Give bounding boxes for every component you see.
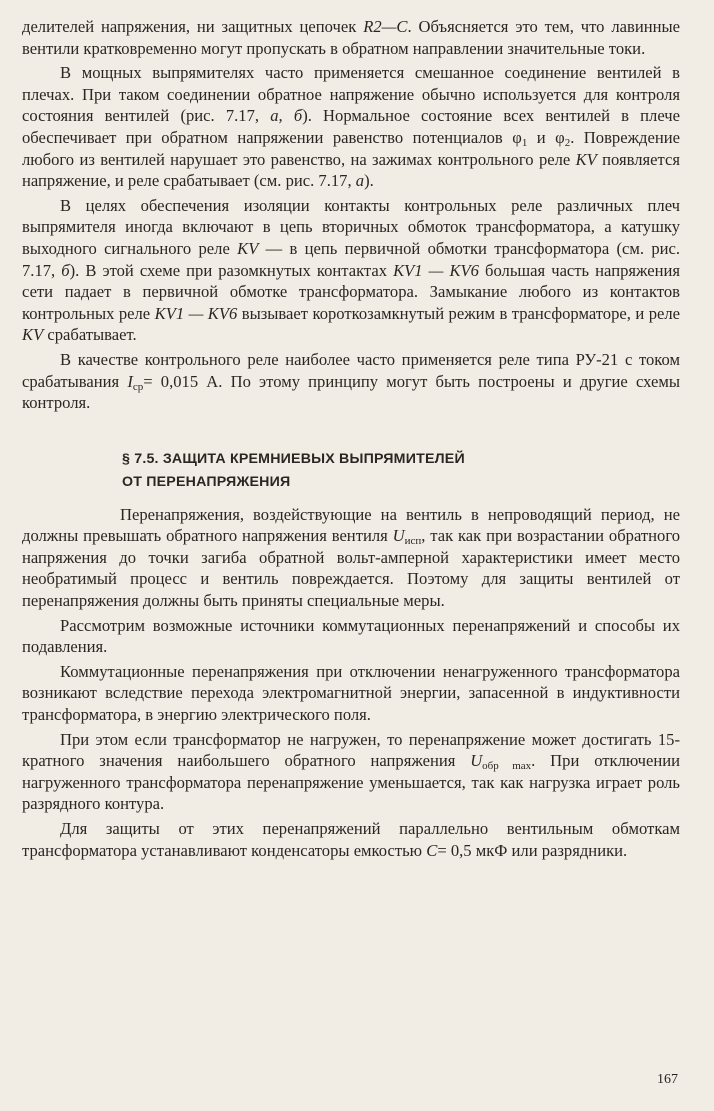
text-run: = 0,5 мкФ или разрядники.	[437, 840, 628, 860]
text-run: — в цепь первичной обмотки трансформатора (см. рис. 7.17,	[22, 238, 681, 280]
section-heading-line-2: ОТ ПЕРЕНАПРЯЖЕНИЯ	[122, 473, 291, 490]
relay-label: KV1 — KV6	[393, 260, 479, 280]
text-run: . При отключении нагруженного трансформатора перенапряжение уменьшается, так как нагрузка играет роль разрядного контура.	[22, 751, 680, 814]
subscript: исп	[404, 535, 422, 548]
paragraph-4	[22, 349, 680, 414]
section-paragraph-5	[22, 818, 680, 861]
relay-label: KV	[237, 238, 259, 258]
section-paragraph-2: Рассмотрим возможные источники коммутационных перенапряжений и способы их подавления.	[22, 615, 680, 657]
text-run: , так как при возрастании обратного напряжения до точки загиба обратной вольт-амперной характеристики имеет место необратимый процесс и вентиль повреждается. Поэтому для защиты вентилей от перенапряжения должны быть приняты специальные меры.	[22, 526, 681, 611]
text-run: ).	[364, 171, 374, 191]
text-run: ). В этой схеме при разомкнутых контактах	[69, 260, 394, 280]
subscript: 1	[521, 136, 528, 149]
paragraph-3	[22, 195, 680, 346]
section-paragraph-4	[22, 729, 680, 815]
text-run: В качестве контрольного реле наиболее часто применяется реле типа РУ-21 с током срабатывания	[22, 349, 680, 391]
relay-label: KV	[22, 325, 44, 345]
text-run: Перенапряжения, воздействующие на вентиль в непроводящий период, не должны превышать обратного напряжения вентиля	[22, 504, 680, 546]
subscript: 2	[564, 136, 571, 149]
figure-ref: а	[355, 171, 365, 191]
text-run: При этом если трансформатор не нагружен, то перенапряжение может достигать 15-кратного значения наибольшего обратного напряжения	[22, 729, 680, 771]
text-run: срабатывает.	[43, 325, 137, 345]
page-number: 167	[657, 1072, 678, 1087]
section-heading-line-1: § 7.5. ЗАЩИТА КРЕМНИЕВЫХ ВЫПРЯМИТЕЛЕЙ	[122, 450, 465, 467]
subscript: обр max	[482, 760, 532, 773]
text-run: появляется напряжение, и реле срабатывает (см. рис. 7.17,	[22, 149, 680, 191]
relay-label: KV	[575, 149, 597, 169]
voltage-symbol: U	[392, 526, 405, 546]
text-run: и φ	[527, 127, 565, 147]
section-paragraph-1	[22, 504, 680, 612]
text-run: . Повреждение любого из вентилей нарушает это равенство, на зажимах контрольного реле	[22, 127, 680, 169]
figure-ref: а, б	[270, 106, 303, 126]
circuit-label: R2—C	[363, 17, 408, 36]
subscript: ср	[132, 380, 144, 393]
section-paragraph-3: Коммутационные перенапряжения при отключении ненагруженного трансформатора возникают вследствие перехода электромагнитной энергии, запасенной в индуктивности трансформатора, в энергию электрического поля.	[22, 661, 680, 725]
current-symbol: I	[127, 371, 133, 391]
text-run: = 0,015 А. По этому принципу могут быть построены и другие схемы контроля.	[22, 371, 680, 413]
relay-label: KV1 — KV6	[154, 303, 238, 323]
text-run: В мощных выпрямителях часто применяется смешанное соединение вентилей в плечах. При таком соединении обратное напряжение обычно используется для контроля состояния вентилей (рис. 7.17,	[22, 63, 680, 126]
text-run: . Объясняется это тем, что лавинные вентили кратковременно могут пропускать в обратном направлении значительные токи.	[22, 17, 681, 58]
figure-ref: б	[61, 260, 70, 280]
section-heading	[122, 448, 680, 494]
text-run: вызывает короткозамкнутый режим в трансформаторе, и реле	[237, 303, 681, 323]
paragraph-2	[22, 62, 680, 192]
capacitance-symbol: C	[426, 840, 438, 860]
text-run: делителей напряжения, ни защитных цепочек	[22, 17, 364, 36]
text-run: Для защиты от этих перенапряжений параллельно вентильным обмоткам трансформатора устанавливают конденсаторы емкостью	[22, 819, 680, 860]
text-run: ). Нормальное состояние всех вентилей в плече обеспечивает при обратном напряжении равенство потенциалов φ	[22, 106, 680, 147]
paragraph-1	[22, 16, 680, 59]
voltage-symbol: U	[470, 751, 483, 771]
text-run: В целях обеспечения изоляции контакты контрольных реле различных плеч выпрямителя иногда включают в цепь вторичных обмоток трансформатора, а катушку выходного сигнального реле	[22, 195, 680, 258]
text-run: большая часть напряжения сети падает в первичной обмотке трансформатора. Замыкание любого из контактов контрольных реле	[22, 260, 681, 323]
